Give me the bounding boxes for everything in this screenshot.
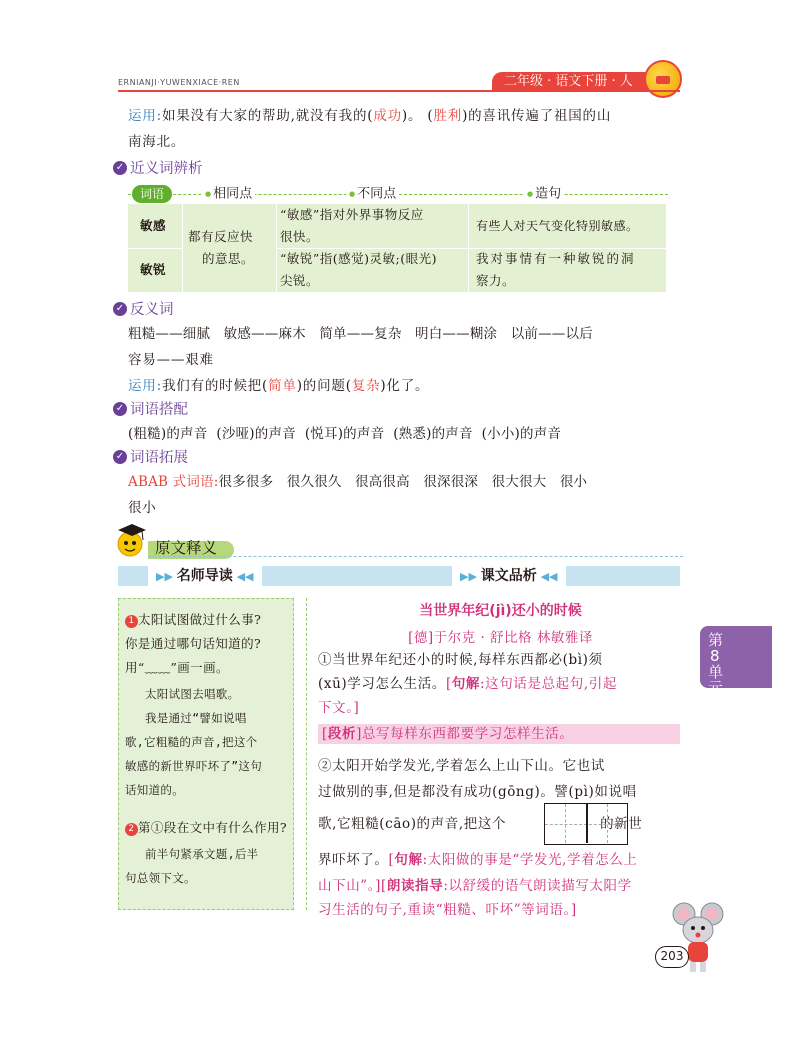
expansion-line-2: 很小	[128, 500, 157, 516]
p1-line-2: (xū)学习怎么生活。[句解:这句话是总起句,引起	[318, 676, 617, 692]
story-author: [德]于尔克 · 舒比格 林敏雅译	[408, 630, 593, 646]
grade-label: 二年级 · 语文下册 · 人	[492, 72, 652, 92]
common-line-1: 都有反应快	[188, 229, 254, 244]
p2-line-4: 界吓坏了。[句解:太阳做的事是“学发光,学着怎么上	[318, 852, 638, 868]
unit-tab: 第 8 单 元	[700, 626, 772, 688]
common-line-2: 的意思。	[202, 251, 255, 266]
sentence-1: 有些人对天气变化特别敏感。	[476, 219, 639, 233]
writing-grid[interactable]	[544, 803, 628, 845]
antonym-usage: 运用:我们有的时候把(简单)的问题(复杂)化了。	[128, 378, 430, 394]
diff1-line-2: 很快。	[280, 229, 320, 244]
synonym-table-header	[128, 184, 668, 204]
sentence-2-line-2: 察力。	[476, 273, 516, 288]
p1-line-3: 下文。]	[318, 700, 360, 716]
p1-line-1: ①当世界年纪还小的时候,每样东西都必(bì)须	[318, 652, 603, 668]
banner-underline	[148, 556, 683, 557]
sentence-2-line-1: 我对事情有一种敏锐的洞	[476, 251, 636, 266]
paragraph-analysis: [段析]总写每样东西都要学习怎样生活。	[318, 724, 680, 744]
scholar-mascot-icon	[112, 520, 152, 560]
usage-label: 运用:	[128, 108, 162, 124]
usage-line-1: 运用:如果没有大家的帮助,就没有我的(成功)。 (胜利)的喜讯传遍了祖国的山	[128, 108, 612, 124]
check-icon: ✓	[113, 161, 127, 175]
question-1: 1 太阳试图做过什么事?	[125, 609, 289, 631]
column-divider	[306, 598, 307, 910]
answer-1: 太阳试图去唱歌。	[145, 687, 240, 701]
word-mingan: 敏感	[140, 218, 167, 233]
check-icon: ✓	[113, 402, 127, 416]
expansion-heading: ✓ 词语拓展	[113, 446, 188, 467]
answer-2: 前半句紧承文题,后半	[145, 847, 259, 861]
diff1-line-1: “敏感”指对外界事物反应	[280, 207, 424, 222]
p2-line-1: ②太阳开始学发光,学着怎么上山下山。它也试	[318, 758, 605, 774]
antonym-line-1: 粗糙——细腻 敏感——麻木 简单——复杂 明白——糊涂 以前——以后	[128, 326, 593, 342]
usage-line-2: 南海北。	[128, 134, 186, 150]
collocation-heading: ✓ 词语搭配	[113, 398, 188, 419]
diff2-line-1: “敏锐”指(感觉)灵敏;(眼光)	[280, 251, 437, 266]
col-diff: ● 不同点	[346, 184, 399, 205]
text-analysis-tab: ▶▶ 课文品析 ◀◀	[452, 566, 566, 586]
header-divider	[118, 90, 680, 92]
brand-logo-icon	[644, 60, 682, 98]
p2-line-2: 过做别的事,但是都没有成功(gōng)。譬(pì)如说唱	[318, 784, 637, 800]
diff2-line-2: 尖锐。	[280, 273, 320, 288]
series-label: ERNIANJI·YUWENXIACE·REN	[118, 78, 240, 87]
section-title: 原文释义	[155, 539, 218, 557]
antonym-line-2: 容易——艰难	[128, 352, 214, 368]
teacher-guide-tab: ▶▶ 名师导读 ◀◀	[148, 566, 262, 586]
p2-line-6: 习生活的句子,重读“粗糙、吓坏”等词语。]	[318, 902, 577, 918]
story-title: 当世界年纪(jì)还小的时候	[419, 603, 582, 619]
antonym-heading: ✓ 反义词	[113, 298, 174, 319]
check-icon: ✓	[113, 450, 127, 464]
p2-line-3: 歌,它粗糙(cāo)的声音,把这个 的新世	[318, 816, 643, 832]
p2-line-5: 山下山”。][朗读指导:以舒缓的语气朗读描写太阳学	[318, 878, 632, 894]
section-tab-bar	[118, 566, 680, 586]
check-icon: ✓	[113, 302, 127, 316]
collocation-line: (粗糙)的声音 (沙哑)的声音 (悦耳)的声音 (熟悉)的声音 (小小)的声音	[128, 426, 562, 442]
synonym-heading: ✓ 近义词辨析	[113, 157, 203, 178]
col-word: 词语	[132, 185, 172, 203]
page-number: 203	[655, 946, 689, 968]
question-2: 2 第①段在文中有什么作用?	[125, 817, 289, 839]
synonym-table	[128, 204, 666, 292]
word-minrui: 敏锐	[140, 262, 167, 277]
expansion-line-1: ABAB 式词语:很多很多 很久很久 很高很高 很深很深 很大很大 很小	[128, 474, 588, 490]
col-sentence: ● 造句	[524, 184, 564, 205]
col-common: ● 相同点	[202, 184, 255, 205]
teacher-guide-box: 1 太阳试图做过什么事? 你是通过哪句话知道的? 用“﹏﹏”画一画。 太阳试图去唱歌。 我是通过“譬如说唱 歌,它粗糙的声音,把这个 敏感的新世界吓坏了”这句 话知道的。 2 第①段在文中有什么作用? 前半句紧承文题,后半 句总领下文。	[118, 598, 294, 910]
